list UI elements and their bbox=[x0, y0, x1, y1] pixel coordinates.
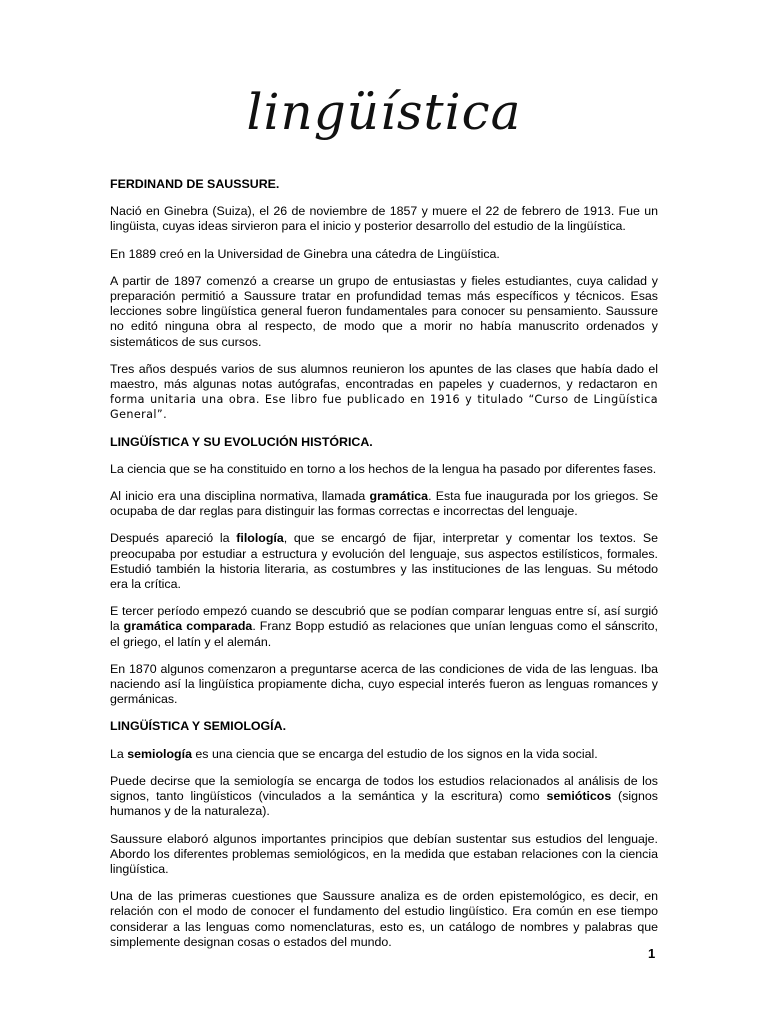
text-run: es una ciencia que se encarga del estudio de los signos en la vida social. bbox=[191, 746, 598, 761]
document-body bbox=[110, 177, 658, 962]
text-run: . Esta fue inaugurada por los griegos. Se ocupaba de dar reglas para distinguir las formas correctas e incorrectas del lenguaje. bbox=[110, 489, 658, 519]
text-run: , que se encargó de fijar, interpretar y comentar los textos. Se preocupaba por estudiar a estructura y evolución del lenguaje, sus aspectos estilísticos, formales. Estudió también la historia literaria, as costumbres y las instituciones de las lenguas. Su método era la crítica. bbox=[110, 531, 658, 592]
bold-term: semióticos bbox=[546, 789, 612, 804]
paragraph bbox=[110, 531, 658, 592]
paragraph bbox=[110, 774, 658, 820]
section-heading-semiologia: LINGÜÍSTICA Y SEMIOLOGÍA. bbox=[110, 719, 287, 734]
text-run: . Franz Bopp estudió as relaciones que unían lenguas como el sánscrito, el griego, el latín y el alemán. bbox=[110, 619, 658, 649]
document-title: lingüística bbox=[246, 83, 522, 141]
bold-term: filología bbox=[236, 531, 284, 546]
paragraph: A partir de 1897 comenzó a crearse un grupo de entusiastas y fieles estudiantes, cuya calidad y preparación permitió a Saussure tratar en profundidad temas más específicos y técnicos. Esas lecciones sobre lingüística general fueron fundamentales para conocer su pensamiento. Saussure no editó ninguna obra al respecto, de modo que a morir no había manuscrito ordenados y sistemáticos de sus cursos. bbox=[110, 273, 658, 349]
bold-term: gramática bbox=[369, 489, 429, 504]
paragraph bbox=[110, 604, 658, 650]
paragraph: En 1889 creó en la Universidad de Ginebra una cátedra de Lingüística. bbox=[110, 246, 500, 261]
bold-term: semiología bbox=[127, 746, 192, 761]
text-run: La bbox=[110, 746, 128, 761]
text-run: Puede decirse que la semiología se encarga de todos los estudios relacionados al análisis de los signos, tanto lingüísticos (vinculados a la semántica y la escritura) como bbox=[110, 773, 658, 804]
text-run: Después apareció la bbox=[110, 531, 237, 546]
section-heading-saussure: FERDINAND DE SAUSSURE. bbox=[110, 177, 280, 191]
paragraph: Nació en Ginebra (Suiza), el 26 de noviembre de 1857 y muere el 22 de febrero de 1913. Fue un lingüista, cuyas ideas sirvieron para el inicio y posterior desarrollo del estudio de la lingüística. bbox=[110, 204, 658, 234]
paragraph: La ciencia que se ha constituido en torno a los hechos de la lengua ha pasado por diferentes fases. bbox=[110, 461, 657, 476]
page-number: 1 bbox=[648, 946, 656, 961]
text-run-alt-font: en forma unitaria una obra. Ese libro fue publicado en 1916 y titulado “Curso de Lingüística General”. bbox=[110, 378, 658, 422]
bold-term: gramática comparada bbox=[123, 619, 253, 634]
paragraph bbox=[110, 747, 658, 762]
paragraph bbox=[110, 489, 658, 519]
paragraph: En 1870 algunos comenzaron a preguntarse acerca de las condiciones de vida de las lenguas. Iba naciendo así la lingüística propiamente dicha, cuyo especial interés fueron as lenguas romances y germánicas. bbox=[110, 661, 658, 707]
paragraph: Saussure elaboró algunos importantes principios que debían sustentar sus estudios del lenguaje. Abordo los diferentes problemas semiológicos, en la medida que estaban relaciones con la ciencia lingüística. bbox=[110, 831, 658, 876]
text-run: (signos humanos y de la naturaleza). bbox=[110, 789, 659, 819]
text-run: E tercer período empezó cuando se descubrió que se podían comparar lenguas entre sí, así surgió la bbox=[110, 604, 658, 634]
paragraph bbox=[110, 362, 658, 423]
text-run: Al inicio era una disciplina normativa, llamada bbox=[110, 489, 370, 504]
paragraph: Una de las primeras cuestiones que Saussure analiza es de orden epistemológico, es decir, en relación con el modo de conocer el fundamento del estudio lingüístico. Era común en ese tiempo considerar a las lenguas como nomenclaturas, esto es, un catálogo de nombres y palabras que simplemente designan cosas o estados del mundo. bbox=[110, 889, 658, 949]
section-heading-evolucion: LINGÜÍSTICA Y SU EVOLUCIÓN HISTÓRICA. bbox=[110, 434, 373, 449]
text-run: Tres años después varios de sus alumnos reunieron los apuntes de las clases que había dado el maestro, más algunas notas autógrafas, encontradas en papeles y cuadernos, y redactaron bbox=[110, 361, 658, 392]
